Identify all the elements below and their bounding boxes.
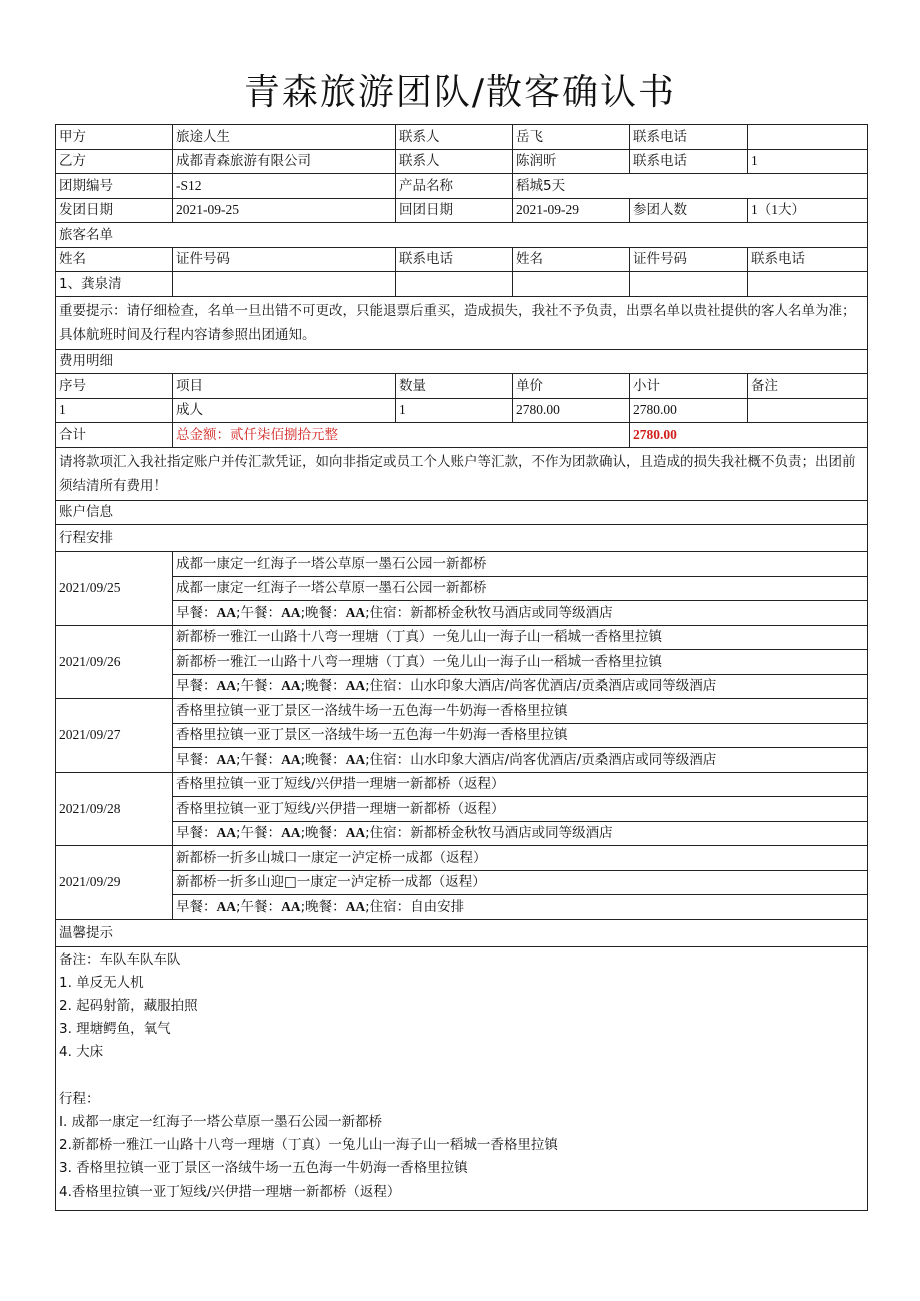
itinerary-date: 2021/09/29 xyxy=(56,846,173,920)
note-line xyxy=(59,1065,864,1088)
tips-label: 温馨提示 xyxy=(56,919,868,946)
traveler-header: 姓名 xyxy=(56,247,173,272)
party-b-contact-label: 联系人 xyxy=(396,149,513,174)
meal-value: AA xyxy=(281,678,301,694)
total-row xyxy=(56,423,868,448)
itinerary-route: 新都桥一折多山城口一康定一泸定桥一成都（返程） xyxy=(173,846,868,871)
party-a-contact-label: 联系人 xyxy=(396,125,513,150)
payment-notice: 请将款项汇入我社指定账户并传汇款凭证，如向非指定或员工个人账户等汇款，不作为团款确认，且造成的损失我社概不负责；出团前须结清所有费用！ xyxy=(56,447,868,500)
itinerary-row xyxy=(56,821,868,846)
itinerary-route: 香格里拉镇一亚丁短线/兴伊措一理塘一新都桥（返程） xyxy=(173,772,868,797)
itinerary-route: 新都桥一雅江一山路十八弯一理塘（丁真）一兔儿山一海子山一稻城一香格里拉镇 xyxy=(173,625,868,650)
total-label: 合计 xyxy=(56,423,173,448)
meal-label: 早餐： xyxy=(176,898,217,915)
meal-label: 早餐： xyxy=(176,825,217,842)
notes-block xyxy=(56,946,868,1210)
traveler-id xyxy=(173,272,396,297)
depart-label: 发团日期 xyxy=(56,198,173,223)
traveler-header: 联系电话 xyxy=(396,247,513,272)
party-b-phone: 1 xyxy=(748,149,868,174)
hotel-name: 新都桥金秋牧马酒店或同等级酒店 xyxy=(410,604,613,621)
group-row xyxy=(56,174,868,199)
meal-value: AA xyxy=(216,604,236,620)
meal-label: ;午餐： xyxy=(236,604,282,621)
traveler-header: 联系电话 xyxy=(748,247,868,272)
note-line: 3. 香格里拉镇一亚丁景区一洛绒牛场一五色海一牛奶海一香格里拉镇 xyxy=(59,1160,468,1177)
meal-value: AA xyxy=(281,825,301,841)
count-value: 1（1大） xyxy=(748,198,868,223)
hotel-name: 自由安排 xyxy=(410,898,465,915)
meal-value: AA xyxy=(281,898,301,914)
party-a-contact: 岳飞 xyxy=(513,125,630,150)
travelers-header-row xyxy=(56,247,868,272)
itinerary-date: 2021/09/25 xyxy=(56,552,173,626)
itinerary-row xyxy=(56,674,868,699)
meal-value: AA xyxy=(281,604,301,620)
total-amount: 2780.00 xyxy=(630,423,868,448)
fee-row xyxy=(56,398,868,423)
fees-section-label: 费用明细 xyxy=(56,349,868,374)
meal-label: 早餐： xyxy=(176,604,217,621)
confirmation-table xyxy=(55,124,868,1211)
meal-label: ;晚餐： xyxy=(300,825,346,842)
itinerary-row xyxy=(56,601,868,626)
note-line: 4.香格里拉镇一亚丁短线/兴伊措一理塘一新都桥（返程） xyxy=(59,1183,401,1200)
fee-subtotal: 2780.00 xyxy=(630,398,748,423)
itinerary-meals xyxy=(173,748,868,773)
itinerary-row xyxy=(56,772,868,797)
traveler-phone xyxy=(748,272,868,297)
itinerary-row xyxy=(56,870,868,895)
dates-row xyxy=(56,198,868,223)
itinerary-route: 香格里拉镇一亚丁景区一洛绒牛场一五色海一牛奶海一香格里拉镇 xyxy=(173,699,868,724)
meal-value: AA xyxy=(281,751,301,767)
fee-remark xyxy=(748,398,868,423)
party-b-row xyxy=(56,149,868,174)
party-b-label: 乙方 xyxy=(56,149,173,174)
note-line: 4. 大床 xyxy=(59,1044,104,1061)
product-label: 产品名称 xyxy=(396,174,513,199)
account-info-label: 账户信息 xyxy=(56,500,868,525)
itinerary-row xyxy=(56,576,868,601)
meal-label: ;午餐： xyxy=(236,898,282,915)
fees-header-row xyxy=(56,374,868,399)
itinerary-date: 2021/09/27 xyxy=(56,699,173,773)
itinerary-row xyxy=(56,625,868,650)
itinerary-date: 2021/09/26 xyxy=(56,625,173,699)
meal-label: ;住宿： xyxy=(365,678,411,695)
product-name: 稻城5天 xyxy=(513,174,868,199)
group-label: 团期编号 xyxy=(56,174,173,199)
depart-date: 2021-09-25 xyxy=(173,198,396,223)
itinerary-route: 新都桥一雅江一山路十八弯一理塘（丁真）一兔儿山一海子山一稻城一香格里拉镇 xyxy=(173,650,868,675)
meal-label: ;晚餐： xyxy=(300,604,346,621)
party-a-phone xyxy=(748,125,868,150)
count-label: 参团人数 xyxy=(630,198,748,223)
meal-label: ;住宿： xyxy=(365,604,411,621)
note-line: 3. 理塘鳄鱼，氧气 xyxy=(59,1021,171,1038)
fee-header: 小计 xyxy=(630,374,748,399)
traveler-phone xyxy=(396,272,513,297)
itinerary-row xyxy=(56,552,868,577)
meal-value: AA xyxy=(216,898,236,914)
fee-header: 备注 xyxy=(748,374,868,399)
meal-label: ;住宿： xyxy=(365,751,411,768)
itinerary-route: 成都一康定一红海子一塔公草原一墨石公园一新都桥 xyxy=(173,576,868,601)
itinerary-row xyxy=(56,650,868,675)
hotel-name: 山水印象大酒店/尚客优酒店/贡桑酒店或同等级酒店 xyxy=(410,751,717,768)
meal-label: ;住宿： xyxy=(365,825,411,842)
party-b-phone-label: 联系电话 xyxy=(630,149,748,174)
fee-unit-price: 2780.00 xyxy=(513,398,630,423)
traveler-name: 1、龚泉清 xyxy=(56,272,173,297)
traveler-header: 证件号码 xyxy=(173,247,396,272)
itinerary-meals xyxy=(173,674,868,699)
traveler-row xyxy=(56,272,868,297)
itinerary-row xyxy=(56,846,868,871)
itinerary-row xyxy=(56,797,868,822)
fee-quantity: 1 xyxy=(396,398,513,423)
meal-value: AA xyxy=(345,604,366,620)
itinerary-section-label: 行程安排 xyxy=(56,525,868,552)
meal-value: AA xyxy=(345,751,366,767)
meal-value: AA xyxy=(345,678,366,694)
itinerary-route: 新都桥一折多山迎□一康定一泸定桥一成都（返程） xyxy=(173,870,868,895)
meal-value: AA xyxy=(345,898,366,914)
traveler-header: 姓名 xyxy=(513,247,630,272)
traveler-header: 证件号码 xyxy=(630,247,748,272)
itinerary-row xyxy=(56,895,868,920)
note-line: 2. 起码射箭，藏服拍照 xyxy=(59,997,198,1014)
meal-label: ;晚餐： xyxy=(300,898,346,915)
total-amount-words: 总金额：贰仟柒佰捌拾元整 xyxy=(173,423,630,448)
meal-label: ;晚餐： xyxy=(300,678,346,695)
note-line: 备注：车队车队车队 xyxy=(59,951,181,968)
itinerary-meals xyxy=(173,821,868,846)
meal-value: AA xyxy=(345,825,366,841)
return-date: 2021-09-29 xyxy=(513,198,630,223)
meal-label: 早餐： xyxy=(176,751,217,768)
party-b-value: 成都青森旅游有限公司 xyxy=(173,149,396,174)
hotel-name: 新都桥金秋牧马酒店或同等级酒店 xyxy=(410,825,613,842)
meal-value: AA xyxy=(216,678,236,694)
itinerary-route: 香格里拉镇一亚丁景区一洛绒牛场一五色海一牛奶海一香格里拉镇 xyxy=(173,723,868,748)
fee-header: 数量 xyxy=(396,374,513,399)
note-line: I. 成都一康定一红海子一塔公草原一墨石公园一新都桥 xyxy=(59,1113,383,1130)
meal-label: ;午餐： xyxy=(236,678,282,695)
note-line: 行程： xyxy=(59,1090,100,1107)
meal-value: AA xyxy=(216,825,236,841)
document-title: 青森旅游团队/散客确认书 xyxy=(243,72,677,113)
itinerary-meals xyxy=(173,601,868,626)
meal-label: 早餐： xyxy=(176,678,217,695)
itinerary-route: 成都一康定一红海子一塔公草原一墨石公园一新都桥 xyxy=(173,552,868,577)
meal-label: ;午餐： xyxy=(236,825,282,842)
hotel-name: 山水印象大酒店/尚客优酒店/贡桑酒店或同等级酒店 xyxy=(410,678,717,695)
itinerary-date: 2021/09/28 xyxy=(56,772,173,846)
party-a-label: 甲方 xyxy=(56,125,173,150)
fee-header: 单价 xyxy=(513,374,630,399)
traveler-name xyxy=(513,272,630,297)
group-value: -S12 xyxy=(173,174,396,199)
party-b-contact: 陈润昕 xyxy=(513,149,630,174)
fee-index: 1 xyxy=(56,398,173,423)
fee-header: 序号 xyxy=(56,374,173,399)
itinerary-row xyxy=(56,723,868,748)
travelers-section-label: 旅客名单 xyxy=(56,223,868,248)
fee-item: 成人 xyxy=(173,398,396,423)
party-a-row xyxy=(56,125,868,150)
party-a-value: 旅途人生 xyxy=(173,125,396,150)
itinerary-route: 香格里拉镇一亚丁短线/兴伊措一理塘一新都桥（返程） xyxy=(173,797,868,822)
fee-header: 项目 xyxy=(173,374,396,399)
itinerary-row xyxy=(56,699,868,724)
important-notice: 重要提示：请仔细检查，名单一旦出错不可更改，只能退票后重买，造成损失，我社不予负责，出票名单以贵社提供的客人名单为准；具体航班时间及行程内容请参照出团通知。 xyxy=(56,296,868,349)
meal-label: ;住宿： xyxy=(365,898,411,915)
note-line: 1. 单反无人机 xyxy=(59,974,144,991)
itinerary-meals xyxy=(173,895,868,920)
note-line: 2.新都桥一雅江一山路十八弯一理塘（丁真）一兔儿山一海子山一稻城一香格里拉镇 xyxy=(59,1137,558,1154)
meal-value: AA xyxy=(216,751,236,767)
meal-label: ;午餐： xyxy=(236,751,282,768)
traveler-id xyxy=(630,272,748,297)
meal-label: ;晚餐： xyxy=(300,751,346,768)
party-a-phone-label: 联系电话 xyxy=(630,125,748,150)
return-label: 回团日期 xyxy=(396,198,513,223)
itinerary-row xyxy=(56,748,868,773)
